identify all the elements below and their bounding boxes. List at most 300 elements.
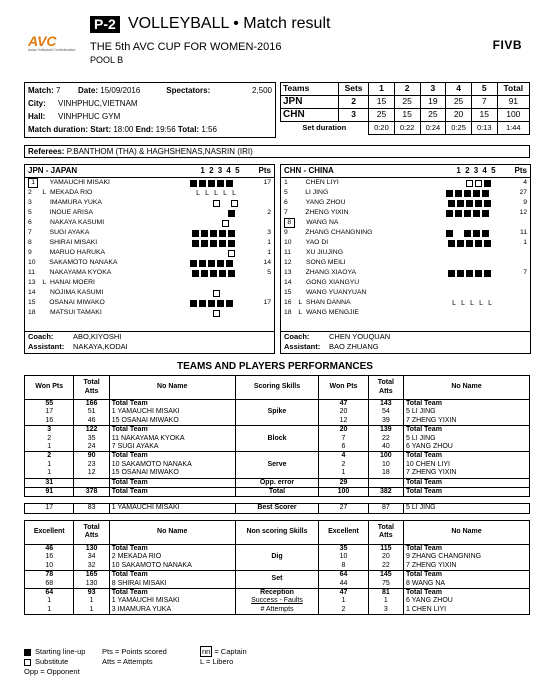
player-row (28, 198, 271, 208)
empty-mark (222, 290, 229, 297)
empty-mark (460, 250, 467, 257)
perf-header-cell: Total Atts (368, 520, 403, 544)
sets-won: 3 (339, 109, 369, 122)
perf-cell (74, 478, 109, 487)
perf-value: 18 (381, 469, 390, 477)
empty-mark (219, 250, 226, 257)
team-code: JPN (281, 96, 339, 109)
substitute-mark (475, 180, 482, 187)
report-header (28, 14, 528, 72)
player-list (25, 178, 274, 318)
perf-value: 3 (47, 426, 52, 434)
perf-row (25, 400, 530, 426)
perf-value: 139 (380, 426, 392, 434)
set-participation (192, 210, 267, 217)
perf-gap (25, 513, 530, 520)
player-name: NOJIMA KASUMI (49, 289, 104, 297)
player-name: SONG MEILI (305, 259, 346, 267)
starter-mark (217, 260, 224, 267)
player-number: 14 (28, 289, 36, 297)
perf-value: 2 MEKADA RIO (111, 553, 162, 561)
player-row (28, 248, 271, 258)
player-number: 16 (284, 299, 292, 307)
starter-mark (466, 240, 473, 247)
match-date: 15/09/2016 (100, 85, 141, 95)
empty-mark (451, 310, 458, 317)
sets-won: 2 (339, 96, 369, 109)
perf-cell (25, 400, 74, 426)
player-row (284, 198, 527, 208)
perf-header-cell: Total Atts (74, 520, 109, 544)
starter-mark (448, 270, 455, 277)
perf-row (25, 588, 530, 614)
starter-mark (228, 240, 235, 247)
legend (24, 647, 530, 677)
player-points: 9 (523, 199, 527, 207)
set-participation (195, 200, 271, 207)
player-points: 27 (519, 189, 527, 197)
skill-name: Total (268, 488, 286, 496)
set-participation (192, 250, 267, 257)
perf-gap (25, 497, 530, 504)
player-row (28, 258, 271, 268)
libero-mark: L (479, 299, 484, 307)
starter-mark (219, 240, 226, 247)
perf-cell (319, 588, 368, 614)
perf-value: Total Team (406, 488, 442, 496)
perf-cell (109, 452, 235, 478)
substitute-mark (228, 250, 235, 257)
perf-cell (25, 544, 74, 570)
libero-mark: L (232, 189, 237, 197)
perf-header-cell: No Name (404, 520, 530, 544)
starter-mark (219, 230, 226, 237)
set-duration: 0:20 (369, 122, 395, 135)
set-duration: 0:24 (420, 122, 446, 135)
avc-logo-text: AVC (28, 33, 57, 49)
best-scorer-cell: 87 (368, 504, 403, 513)
perf-cell (404, 426, 530, 452)
coaching-staff (281, 331, 530, 353)
set-participation (448, 180, 523, 187)
empty-mark (192, 250, 199, 257)
perf-row (25, 544, 530, 570)
skill-sub: Success - Faults (251, 597, 303, 605)
starter-mark (446, 190, 453, 197)
total-label: Total: (177, 124, 200, 134)
perf-value: 47 (339, 400, 348, 407)
player-row (284, 178, 527, 188)
perf-value: 81 (381, 588, 390, 596)
perf-cell (404, 571, 530, 589)
spectators-label: Spectators: (166, 85, 211, 95)
starter-mark (226, 260, 233, 267)
perf-value: Total Team (111, 478, 148, 486)
perf-header-cell: Total Atts (74, 376, 109, 400)
perf-cell (74, 544, 109, 570)
player-row (284, 188, 527, 198)
coaching-staff (25, 331, 274, 353)
starter-mark (446, 230, 453, 237)
hall-value: VINHPHUC GYM (58, 111, 121, 121)
perf-value: 22 (381, 561, 390, 569)
perf-value: 35 (339, 544, 348, 552)
player-row (28, 288, 271, 298)
perf-value: Total Team (111, 571, 148, 579)
perf-row (25, 571, 530, 589)
perf-value: 7 ZHENG YIXIN (406, 561, 457, 569)
player-name: WANG NA (306, 219, 339, 227)
starter-mark (446, 210, 453, 217)
player-points: 14 (263, 259, 271, 267)
player-points: 11 (519, 229, 527, 237)
empty-mark (231, 290, 238, 297)
legend-pts: Pts = Points scored (102, 646, 167, 656)
set-participation (190, 260, 264, 267)
empty-mark (460, 280, 467, 287)
perf-value: 44 (339, 579, 348, 587)
perf-value: 22 (381, 434, 390, 442)
perf-value: 130 (85, 544, 98, 552)
player-number: 15 (284, 289, 292, 297)
perf-value: Total Team (406, 400, 442, 407)
perf-value: 8 WANG NA (406, 579, 446, 587)
perf-value: 93 (87, 588, 96, 596)
player-points: 1 (267, 239, 271, 247)
perf-cell (368, 488, 403, 497)
player-number: 10 (28, 259, 36, 267)
skill-name: Reception (260, 588, 294, 596)
perf-header-cell: Scoring Skills (235, 376, 319, 400)
empty-mark (204, 220, 211, 227)
set-participation (195, 220, 271, 227)
player-list (281, 178, 530, 318)
player-row (284, 218, 527, 228)
perf-cell (74, 588, 109, 614)
player-name: MARUO HARUKA (49, 249, 106, 257)
perf-cell (25, 426, 74, 452)
perf-value: 3 (383, 605, 388, 613)
empty-mark (204, 280, 211, 287)
player-number: 9 (284, 229, 288, 237)
libero-mark: L (461, 299, 466, 307)
starter-mark (448, 240, 455, 247)
assistant-label: Assistant: (284, 342, 321, 351)
empty-mark (457, 180, 464, 187)
perf-value: Total Team (111, 400, 148, 407)
empty-mark (487, 310, 494, 317)
substitute-mark (213, 310, 220, 317)
pts-header: Pts (514, 166, 527, 175)
perf-value: Total Team (406, 571, 442, 579)
perf-value: 39 (381, 416, 390, 424)
set5-header: 5 (471, 83, 497, 96)
player-number: 1 (284, 179, 288, 187)
set-participation (446, 190, 520, 197)
starter-mark (457, 270, 464, 277)
player-name: IMAMURA YUKA (49, 199, 102, 207)
perf-cell (74, 488, 109, 497)
perf-cell (319, 478, 368, 487)
best-scorer-cell: 83 (74, 504, 109, 513)
empty-mark (213, 220, 220, 227)
starter-mark (466, 200, 473, 207)
empty-mark (478, 310, 485, 317)
set-participation (451, 280, 527, 287)
empty-mark (487, 260, 494, 267)
perf-cell (109, 488, 235, 497)
player-number: 7 (284, 209, 288, 217)
empty-mark (201, 210, 208, 217)
starter-mark (466, 270, 473, 277)
perf-value: 24 (87, 443, 96, 451)
empty-mark (210, 250, 217, 257)
roster-china (280, 164, 531, 354)
starter-mark (190, 300, 197, 307)
player-name: OSANAI MIWAKO (49, 299, 105, 307)
set-duration: 0:25 (446, 122, 472, 135)
set-participation (190, 180, 264, 187)
perf-cell (25, 452, 74, 478)
player-name: ZHENG YIXIN (305, 209, 349, 217)
empty-mark (219, 210, 226, 217)
player-points: 2 (267, 209, 271, 217)
perf-value: 46 (45, 544, 54, 552)
sets-header: 1 2 3 4 5 (200, 166, 241, 175)
perf-value: 7 ZHENG YIXIN (406, 469, 457, 477)
empty-mark (469, 250, 476, 257)
perf-value: 2 (341, 605, 346, 613)
perf-value: 51 (87, 408, 96, 416)
skill-cell (235, 544, 319, 570)
set-score: 20 (446, 109, 472, 122)
perf-cell (368, 400, 403, 426)
legend-libero: L = Libero (200, 656, 234, 666)
perf-value: 55 (45, 400, 54, 407)
player-row (28, 298, 271, 308)
empty-mark (469, 260, 476, 267)
perf-value: 20 (339, 408, 348, 416)
avc-logo-subtitle: Asian Volleyball Confederation (28, 48, 76, 52)
perf-cell (368, 588, 403, 614)
perf-value: 40 (381, 443, 390, 451)
player-number: 11 (28, 269, 36, 277)
empty-mark (195, 200, 202, 207)
perf-value: 6 YANG ZHOU (406, 443, 453, 451)
starter-mark (199, 260, 206, 267)
empty-mark (487, 220, 494, 227)
coach-name: CHEN YOUQUAN (329, 332, 391, 341)
score-row-jpn (281, 96, 530, 109)
starter-mark (473, 210, 480, 217)
perf-header-cell: Won Pts (319, 376, 368, 400)
hall-label: Hall: (28, 111, 46, 121)
player-number: 3 (28, 199, 32, 207)
player-number: 13 (28, 279, 36, 287)
perf-value: 10 (339, 553, 348, 561)
empty-mark (487, 250, 494, 257)
player-points: 1 (523, 239, 527, 247)
set-participation (448, 270, 523, 277)
starter-mark (482, 190, 489, 197)
perf-value: 46 (87, 416, 96, 424)
perf-cell (74, 400, 109, 426)
player-name: YAO DI (305, 239, 329, 247)
starter-mark (217, 300, 224, 307)
end-label: End: (135, 124, 154, 134)
empty-mark (451, 290, 458, 297)
perf-value: 10 (45, 561, 54, 569)
perf-value: 11 NAKAYAMA KYOKA (111, 434, 185, 442)
starter-mark (192, 230, 199, 237)
perf-value: 90 (87, 452, 96, 460)
player-name: XU JIUJING (305, 249, 343, 257)
perf-value: 17 (45, 408, 54, 416)
best-scorer-cell: 1 YAMAUCHI MISAKI (109, 504, 235, 513)
perf-header-cell: Total Atts (368, 376, 403, 400)
perf-header-cell: No Name (404, 376, 530, 400)
perf-value: 1 (47, 605, 52, 613)
perf-value: 6 (341, 443, 346, 451)
player-number: 12 (284, 259, 292, 267)
avc-logo (28, 34, 76, 64)
perf-value: 165 (85, 571, 98, 579)
perf-value: 47 (339, 588, 348, 596)
perf-value: 115 (380, 544, 392, 552)
player-number: 2 (28, 189, 32, 197)
player-row (284, 268, 527, 278)
starter-mark (208, 300, 215, 307)
set-duration-row (281, 122, 530, 135)
referees-label: Referees: (28, 147, 65, 156)
team-code: CHN (281, 109, 339, 122)
duration-label: Match duration: (28, 124, 88, 134)
player-number: 15 (28, 299, 36, 307)
player-name: WANG MENGJIE (305, 309, 359, 317)
perf-value: 64 (45, 588, 54, 596)
perf-value: 10 (381, 460, 390, 468)
best-scorer-row (25, 504, 530, 513)
starter-mark (457, 240, 464, 247)
city-label: City: (28, 98, 46, 108)
set-duration-label: Set duration (302, 122, 347, 132)
empty-mark (204, 290, 211, 297)
perf-value: 4 (341, 452, 346, 460)
perf-value: 166 (85, 400, 98, 407)
substitute-mark (213, 200, 220, 207)
starter-mark (464, 210, 471, 217)
match-number: 7 (56, 85, 61, 95)
set-participation (448, 240, 523, 247)
set4-header: 4 (446, 83, 472, 96)
perf-value: 64 (339, 571, 348, 579)
perf-value: 75 (381, 579, 390, 587)
player-row (28, 208, 271, 218)
match-info (24, 82, 276, 138)
total-points: 100 (497, 109, 529, 122)
starter-mark (464, 190, 471, 197)
starter-mark (475, 200, 482, 207)
perf-value: Total Team (406, 478, 442, 486)
perf-cell (25, 571, 74, 589)
perf-cell (74, 426, 109, 452)
perf-cell (368, 478, 403, 487)
starter-mark (473, 230, 480, 237)
perf-cell (404, 544, 530, 570)
perf-value: 1 (341, 597, 346, 605)
referees (24, 145, 530, 158)
perf-value: 3 IMAMURA YUKA (111, 605, 172, 613)
perf-value (76, 479, 106, 487)
player-row (284, 248, 527, 258)
starter-mark (190, 180, 197, 187)
player-row (284, 238, 527, 248)
set3-header: 3 (420, 83, 446, 96)
event-name: THE 5th AVC CUP FOR WOMEN-2016 (90, 41, 282, 53)
empty-mark (469, 280, 476, 287)
starter-mark (455, 190, 462, 197)
set-participation (451, 220, 527, 227)
player-row (284, 208, 527, 218)
player-points: 4 (523, 179, 527, 187)
starter-mark (464, 230, 471, 237)
player-row (284, 228, 527, 238)
skill-name: Block (267, 434, 287, 442)
perf-value: Total Team (111, 544, 148, 552)
empty-mark (460, 260, 467, 267)
player-name: LI JING (305, 189, 329, 197)
set2-header: 2 (394, 83, 420, 96)
substitute-mark (213, 290, 220, 297)
legend-atts: Atts = Attempts (102, 656, 153, 666)
skill-name: Opp. error (259, 478, 295, 486)
starter-mark (484, 240, 491, 247)
assistant-name: BAO ZHUANG (329, 342, 379, 351)
player-row (28, 188, 271, 198)
starter-mark (199, 180, 206, 187)
player-row (284, 278, 527, 288)
perf-value: 32 (87, 561, 96, 569)
starting-swatch (24, 649, 31, 656)
perf-value: Total Team (406, 426, 442, 434)
perf-header-row (25, 376, 530, 400)
perf-value: 9 ZHANG CHANGNING (406, 553, 482, 561)
perf-value: 1 (89, 605, 94, 613)
set-score: 19 (420, 96, 446, 109)
legend-captain: = Captain (214, 646, 247, 656)
perf-header-cell: Excellent (319, 520, 368, 544)
sets-header: 1 2 3 4 5 (456, 166, 497, 175)
date-label: Date: (78, 85, 99, 95)
empty-mark (478, 250, 485, 257)
pts-header: Pts (258, 166, 271, 175)
perf-value: 382 (380, 488, 392, 496)
perf-value: 1 (47, 597, 52, 605)
set-score: 25 (446, 96, 472, 109)
perf-value: Total Team (111, 426, 148, 434)
perf-value: 16 (45, 553, 54, 561)
perf-value: 23 (87, 460, 96, 468)
perf-value: 2 (47, 452, 52, 460)
perf-cell (368, 571, 403, 589)
libero-mark: L (452, 299, 457, 307)
teams-header: Teams (281, 83, 339, 96)
perf-cell (404, 400, 530, 426)
perf-value: Total Team (406, 452, 442, 460)
empty-mark (478, 280, 485, 287)
empty-mark (204, 310, 211, 317)
roster-header (25, 165, 274, 178)
